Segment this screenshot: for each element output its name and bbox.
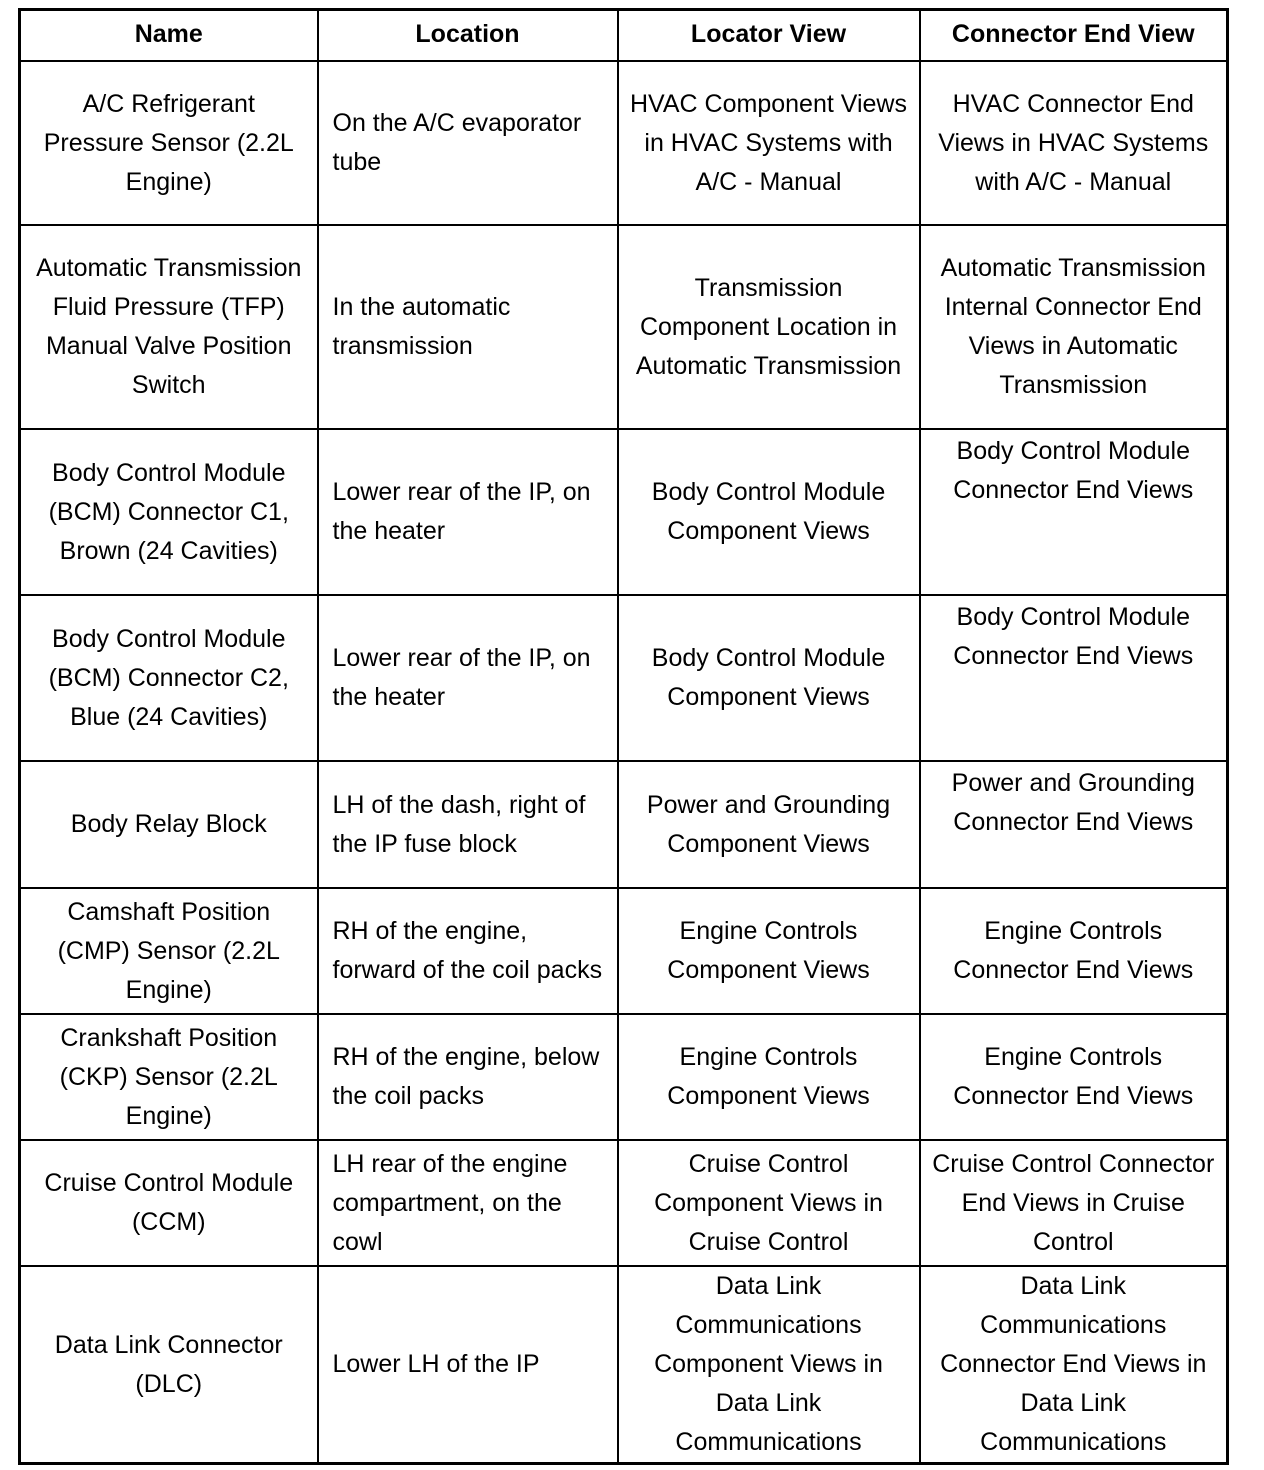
cell-location: RH of the engine, forward of the coil packs — [318, 888, 618, 1014]
cell-locator-view: Engine Controls Component Views — [618, 1014, 920, 1140]
cell-locator-view: HVAC Component Views in HVAC Systems with A/C - Manual — [618, 61, 920, 225]
table-row — [20, 1266, 1228, 1464]
cell-location: RH of the engine, below the coil packs — [318, 1014, 618, 1140]
cell-connector-end-view: Engine Controls Connector End Views — [920, 1014, 1228, 1140]
table-row — [20, 61, 1228, 225]
table-row — [20, 1014, 1228, 1140]
table-row — [20, 761, 1228, 888]
cell-location: LH of the dash, right of the IP fuse block — [318, 761, 618, 888]
table-row — [20, 888, 1228, 1014]
cell-name: Automatic Transmission Fluid Pressure (TFP) Manual Valve Position Switch — [20, 225, 318, 429]
cell-name: A/C Refrigerant Pressure Sensor (2.2L Engine) — [20, 61, 318, 225]
cell-location: Lower rear of the IP, on the heater — [318, 595, 618, 761]
cell-connector-end-view: Data Link Communications Connector End Views in Data Link Communications — [920, 1266, 1228, 1464]
table-row — [20, 1140, 1228, 1266]
cell-name: Body Control Module (BCM) Connector C1, Brown (24 Cavities) — [20, 429, 318, 595]
cell-name: Camshaft Position (CMP) Sensor (2.2L Engine) — [20, 888, 318, 1014]
cell-connector-end-view: Engine Controls Connector End Views — [920, 888, 1228, 1014]
cell-location: Lower rear of the IP, on the heater — [318, 429, 618, 595]
cell-locator-view: Power and Grounding Component Views — [618, 761, 920, 888]
column-header-locator-view: Locator View — [618, 10, 920, 62]
table-row — [20, 429, 1228, 595]
cell-connector-end-view: Body Control Module Connector End Views — [920, 595, 1228, 761]
column-header-name: Name — [20, 10, 318, 62]
cell-locator-view: Data Link Communications Component Views in Data Link Communications — [618, 1266, 920, 1464]
cell-name: Cruise Control Module (CCM) — [20, 1140, 318, 1266]
component-locator-table — [18, 8, 1229, 1465]
table-row — [20, 595, 1228, 761]
cell-location: On the A/C evaporator tube — [318, 61, 618, 225]
cell-connector-end-view: Power and Grounding Connector End Views — [920, 761, 1228, 888]
column-header-location: Location — [318, 10, 618, 62]
cell-location: Lower LH of the IP — [318, 1266, 618, 1464]
cell-connector-end-view: Cruise Control Connector End Views in Cruise Control — [920, 1140, 1228, 1266]
cell-location: LH rear of the engine compartment, on the cowl — [318, 1140, 618, 1266]
table-header-row — [20, 10, 1228, 62]
column-header-connector-end-view: Connector End View — [920, 10, 1228, 62]
cell-locator-view: Cruise Control Component Views in Cruise Control — [618, 1140, 920, 1266]
cell-name: Data Link Connector (DLC) — [20, 1266, 318, 1464]
cell-connector-end-view: Automatic Transmission Internal Connector End Views in Automatic Transmission — [920, 225, 1228, 429]
cell-locator-view: Engine Controls Component Views — [618, 888, 920, 1014]
cell-locator-view: Body Control Module Component Views — [618, 595, 920, 761]
cell-locator-view: Body Control Module Component Views — [618, 429, 920, 595]
cell-location: In the automatic transmission — [318, 225, 618, 429]
cell-name: Crankshaft Position (CKP) Sensor (2.2L Engine) — [20, 1014, 318, 1140]
cell-connector-end-view: HVAC Connector End Views in HVAC Systems with A/C - Manual — [920, 61, 1228, 225]
cell-name: Body Relay Block — [20, 761, 318, 888]
cell-locator-view: Transmission Component Location in Automatic Transmission — [618, 225, 920, 429]
cell-connector-end-view: Body Control Module Connector End Views — [920, 429, 1228, 595]
cell-name: Body Control Module (BCM) Connector C2, Blue (24 Cavities) — [20, 595, 318, 761]
table-row — [20, 225, 1228, 429]
